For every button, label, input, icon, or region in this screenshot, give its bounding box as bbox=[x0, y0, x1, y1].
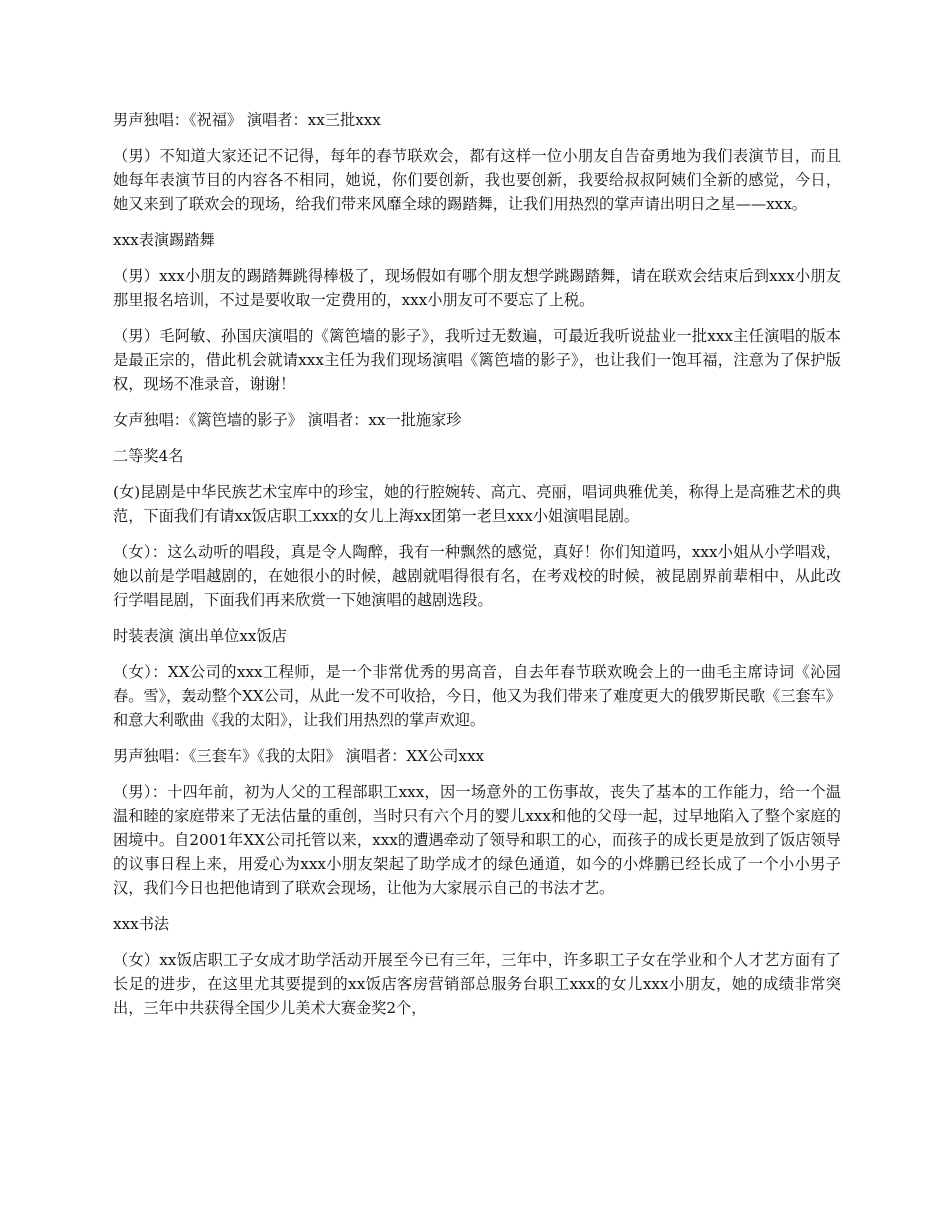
host-speech-paragraph: （男）毛阿敏、孙国庆演唱的《篱笆墙的影子》，我听过无数遍，可最近我听说盐业一批xxx主任演唱的版本是最正宗的，借此机会就请xxx主任为我们现场演唱《篱笆墙的影子》，也让我们一饱耳福，注意为了保护版权，现场不准录音，谢谢！ bbox=[113, 327, 841, 393]
award-line: 二等奖4名 bbox=[113, 447, 184, 465]
program-title-tap-dance: xxx表演踢踏舞 bbox=[113, 231, 215, 249]
host-speech-paragraph: (女)昆剧是中华民族艺术宝库中的珍宝，她的行腔婉转、高亢、亮丽，唱词典雅优美，称得上是高雅艺术的典范，下面我们有请xx饭店职工xxx的女儿上海xx团第一老旦xxx小姐演唱昆剧。 bbox=[113, 483, 841, 525]
program-title-female-solo: 女声独唱：《篱笆墙的影子》 演唱者：xx一批施家珍 bbox=[113, 411, 462, 429]
host-speech-paragraph: （女）xx饭店职工子女成才助学活动开展至今已有三年，三年中，许多职工子女在学业和个人才艺方面有了长足的进步，在这里尤其要提到的xx饭店客房营销部总服务台职工xxx的女儿xxx小朋友，她的成绩非常突出，三年中共获得全国少儿美术大赛金奖2个， bbox=[113, 951, 841, 1017]
host-speech-paragraph: （女）：这么动听的唱段，真是令人陶醉，我有一种飘然的感觉，真好！你们知道吗，xxx小姐从小学唱戏，她以前是学唱越剧的，在她很小的时候，越剧就唱得很有名，在考戏校的时候，被昆剧界前辈相中，从此改行学唱昆剧，下面我们再来欣赏一下她演唱的越剧选段。 bbox=[113, 543, 841, 609]
program-title-male-solo-troika: 男声独唱：《三套车》《我的太阳》 演唱者：XX公司xxx bbox=[113, 747, 485, 765]
host-speech-paragraph: （女）：XX公司的xxx工程师，是一个非常优秀的男高音，自去年春节联欢晚会上的一曲毛主席诗词《沁园春。雪》，轰动整个XX公司，从此一发不可收拾，今日，他又为我们带来了难度更大的俄罗斯民歌《三套车》和意大利歌曲《我的太阳》，让我们用热烈的掌声欢迎。 bbox=[113, 663, 841, 729]
document-page bbox=[113, 108, 841, 1032]
program-title-calligraphy: xxx书法 bbox=[113, 915, 170, 933]
program-title-fashion-show: 时装表演 演出单位xx饭店 bbox=[113, 627, 287, 645]
host-speech-paragraph: （男）xxx小朋友的踢踏舞跳得棒极了，现场假如有哪个朋友想学跳踢踏舞，请在联欢会结束后到xxx小朋友那里报名培训，不过是要收取一定费用的，xxx小朋友可不要忘了上税。 bbox=[113, 267, 841, 309]
host-speech-paragraph: （男）不知道大家还记不记得，每年的春节联欢会，都有这样一位小朋友自告奋勇地为我们表演节目，而且她每年表演节目的内容各不相同，她说，你们要创新，我也要创新，我要给叔叔阿姨们全新的感觉，今日，她又来到了联欢会的现场，给我们带来风靡全球的踢踏舞，让我们用热烈的掌声请出明日之星——xxx。 bbox=[113, 147, 841, 213]
host-speech-paragraph: （男）：十四年前，初为人父的工程部职工xxx，因一场意外的工伤事故，丧失了基本的工作能力，给一个温温和睦的家庭带来了无法估量的重创，当时只有六个月的婴儿xxx和他的父母一起，过早地陷入了整个家庭的困境中。自2001年XX公司托管以来，xxx的遭遇牵动了领导和职工的心，而孩子的成长更是放到了饭店领导的议事日程上来，用爱心为xxx小朋友架起了助学成才的绿色通道，如今的小烨鹏已经长成了一个小小男子汉，我们今日也把他请到了联欢会现场，让他为大家展示自己的书法才艺。 bbox=[113, 783, 841, 897]
program-title-male-solo-blessing: 男声独唱：《祝福》 演唱者：xx三批xxx bbox=[113, 111, 381, 129]
